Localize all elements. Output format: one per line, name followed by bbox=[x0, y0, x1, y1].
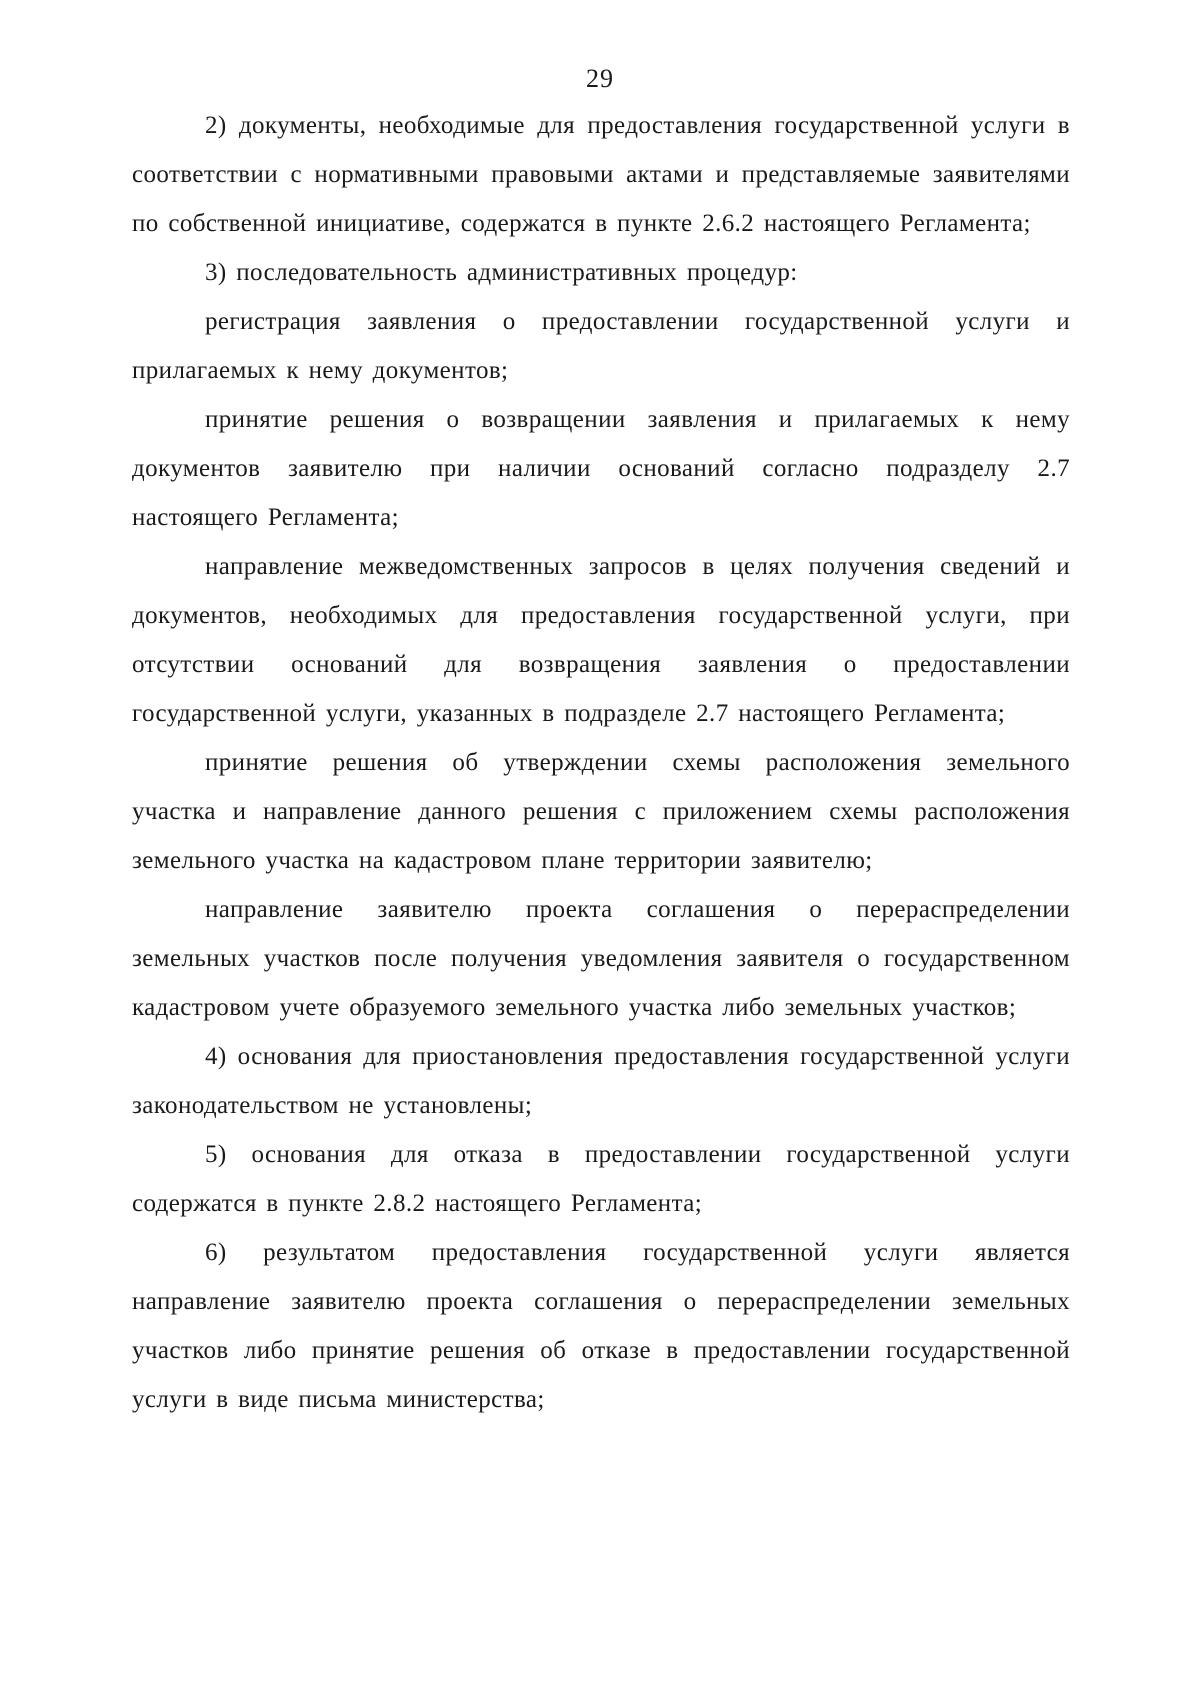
paragraph-interagency-requests: направление межведомственных запросов в целях получения сведений и документов, необходимых для предоставления государственной услуги, при отсутствии оснований для возвращения заявления о предоставлении государственной услуги, указанных в подразделе 2.7 настоящего Регламента; bbox=[132, 553, 1070, 727]
paragraph-return-decision: принятие решения о возвращении заявления и прилагаемых к нему документов заявителю при наличии оснований согласно подразделу 2.7 настоящего Регламента; bbox=[132, 406, 1070, 531]
paragraph-agreement-draft: направление заявителю проекта соглашения о перераспределении земельных участков после получения уведомления заявителя о государственном кадастровом учете образуемого земельного участка либо земельных участков; bbox=[132, 896, 1070, 1021]
paragraph-documents: 2) документы, необходимые для предоставления государственной услуги в соответствии с нормативными правовыми актами и представляемые заявителями по собственной инициативе, содержатся в пункте 2.6.2 настоящего Регламента; bbox=[132, 112, 1070, 237]
paragraph-service-result: 6) результатом предоставления государственной услуги является направление заявителю проекта соглашения о перераспределении земельных участков либо принятие решения об отказе в предоставлении государственной услуги в виде письма министерства; bbox=[132, 1239, 1070, 1413]
page-number: 29 bbox=[586, 64, 614, 93]
paragraph-scheme-approval: принятие решения об утверждении схемы расположения земельного участка и направление данного решения с приложением схемы расположения земельного участка на кадастровом плане территории заявителю; bbox=[132, 749, 1070, 874]
paragraph-registration: регистрация заявления о предоставлении государственной услуги и прилагаемых к нему документов; bbox=[132, 308, 1070, 384]
document-body bbox=[132, 101, 1070, 1424]
paragraph-suspension-grounds: 4) основания для приостановления предоставления государственной услуги законодательством не установлены; bbox=[132, 1043, 1070, 1119]
paragraph-procedures-sequence: 3) последовательность административных процедур: bbox=[205, 259, 798, 286]
paragraph-refusal-grounds: 5) основания для отказа в предоставлении государственной услуги содержатся в пункте 2.8.2 настоящего Регламента; bbox=[132, 1141, 1070, 1217]
